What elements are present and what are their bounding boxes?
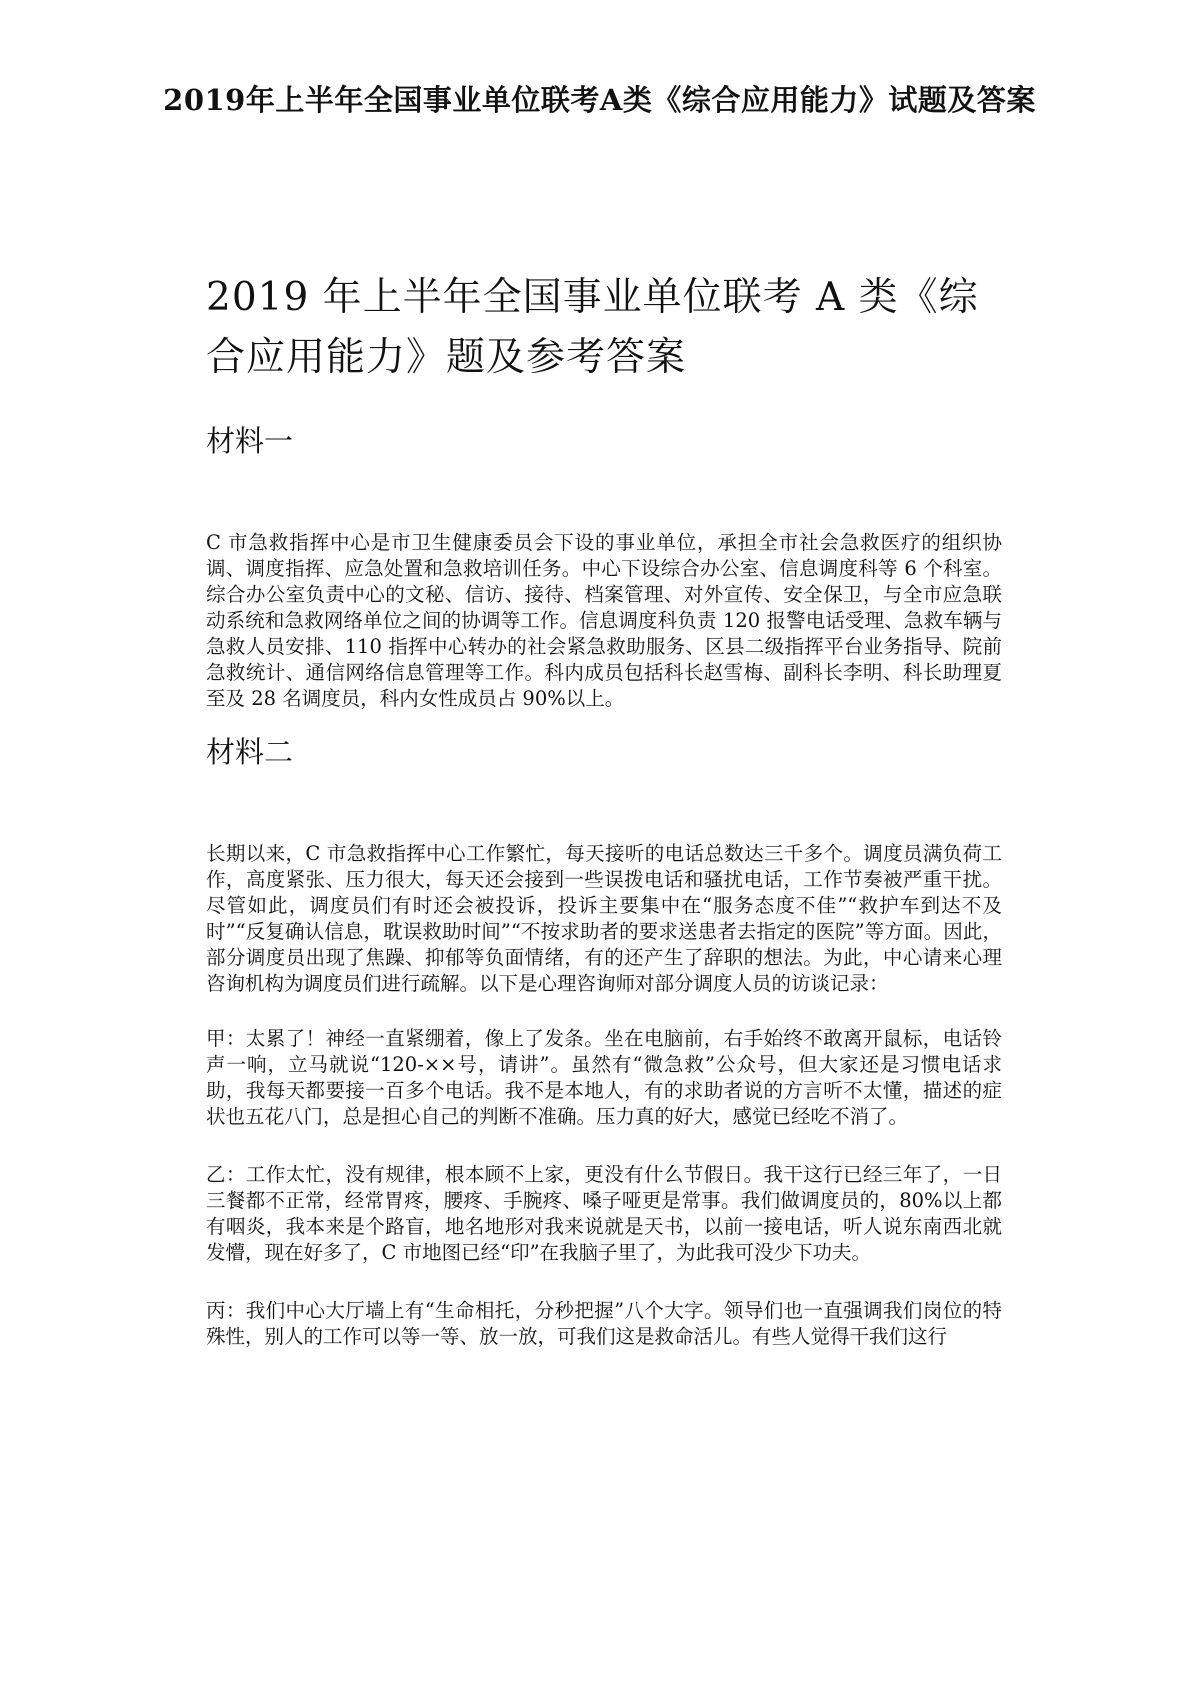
interview-paragraph-yi: 乙：工作太忙，没有规律，根本顾不上家，更没有什么节假日。我干这行已经三年了，一日三餐都不正常，经常胃疼，腰疼、手腕疼、嗓子哑更是常事。我们做调度员的，80%以上都有咽炎，我本来是个路盲，地名地形对我来说就是天书，以前一接电话，听人说东南西北就发懵，现在好多了，C 市地图已经“印”在我脑子里了，为此我可没少下功夫。 <box>206 1163 1002 1264</box>
interview-paragraph-bing: 丙：我们中心大厅墙上有“生命相托，分秒把握”八个大字。领导们也一直强调我们岗位的特殊性，别人的工作可以等一等、放一放，可我们这是救命活儿。有些人觉得干我们这行 <box>206 1299 1002 1348</box>
document-title: 2019 年上半年全国事业单位联考 A 类《综合应用能力》题及参考答案 <box>206 275 979 380</box>
running-header-title: 2019年上半年全国事业单位联考A类《综合应用能力》试题及答案 <box>163 83 1036 117</box>
material-two-intro-paragraph: 长期以来，C 市急救指挥中心工作繁忙，每天接听的电话总数达三千多个。调度员满负荷工作，高度紧张、压力很大，每天还会接到一些误拨电话和骚扰电话，工作节奏被严重干扰。尽管如此，调度员们有时还会被投诉，投诉主要集中在“服务态度不佳”“救护车到达不及时”“反复确认信息，耽误救助时间”“不按求助者的要求送患者去指定的医院”等方面。因此，部分调度员出现了焦躁、抑郁等负面情绪，有的还产生了辞职的想法。为此，中心请来心理咨询机构为调度员们进行疏解。以下是心理咨询师对部分调度人员的访谈记录： <box>206 842 1002 995</box>
material-one-paragraph: C 市急救指挥中心是市卫生健康委员会下设的事业单位，承担全市社会急救医疗的组织协调、调度指挥、应急处置和急救培训任务。中心下设综合办公室、信息调度科等 6 个科室。综合办公室负责中心的文秘、信访、接待、档案管理、对外宣传、安全保卫，与全市应急联动系统和急救网络单位之间的协调等工作。信息调度科负责 120 报警电话受理、急救车辆与急救人员安排、110 指挥中心转办的社会紧急救助服务、区县二级指挥平台业务指导、院前急救统计、通信网络信息管理等工作。科内成员包括科长赵雪梅、副科长李明、科长助理夏至及 28 名调度员，科内女性成员占 90%以上。 <box>206 531 1002 710</box>
interview-paragraph-jia: 甲：太累了！神经一直紧绷着，像上了发条。坐在电脑前，右手始终不敢离开鼠标，电话铃声一响，立马就说“120-××号，请讲”。虽然有“微急救”公众号，但大家还是习惯电话求助，我每天都要接一百多个电话。我不是本地人，有的求助者说的方言听不太懂，描述的症状也五花八门，总是担心自己的判断不准确。压力真的好大，感觉已经吃不消了。 <box>206 1027 1002 1128</box>
section-heading-material-one: 材料一 <box>206 424 294 458</box>
section-heading-material-two: 材料二 <box>206 735 294 769</box>
